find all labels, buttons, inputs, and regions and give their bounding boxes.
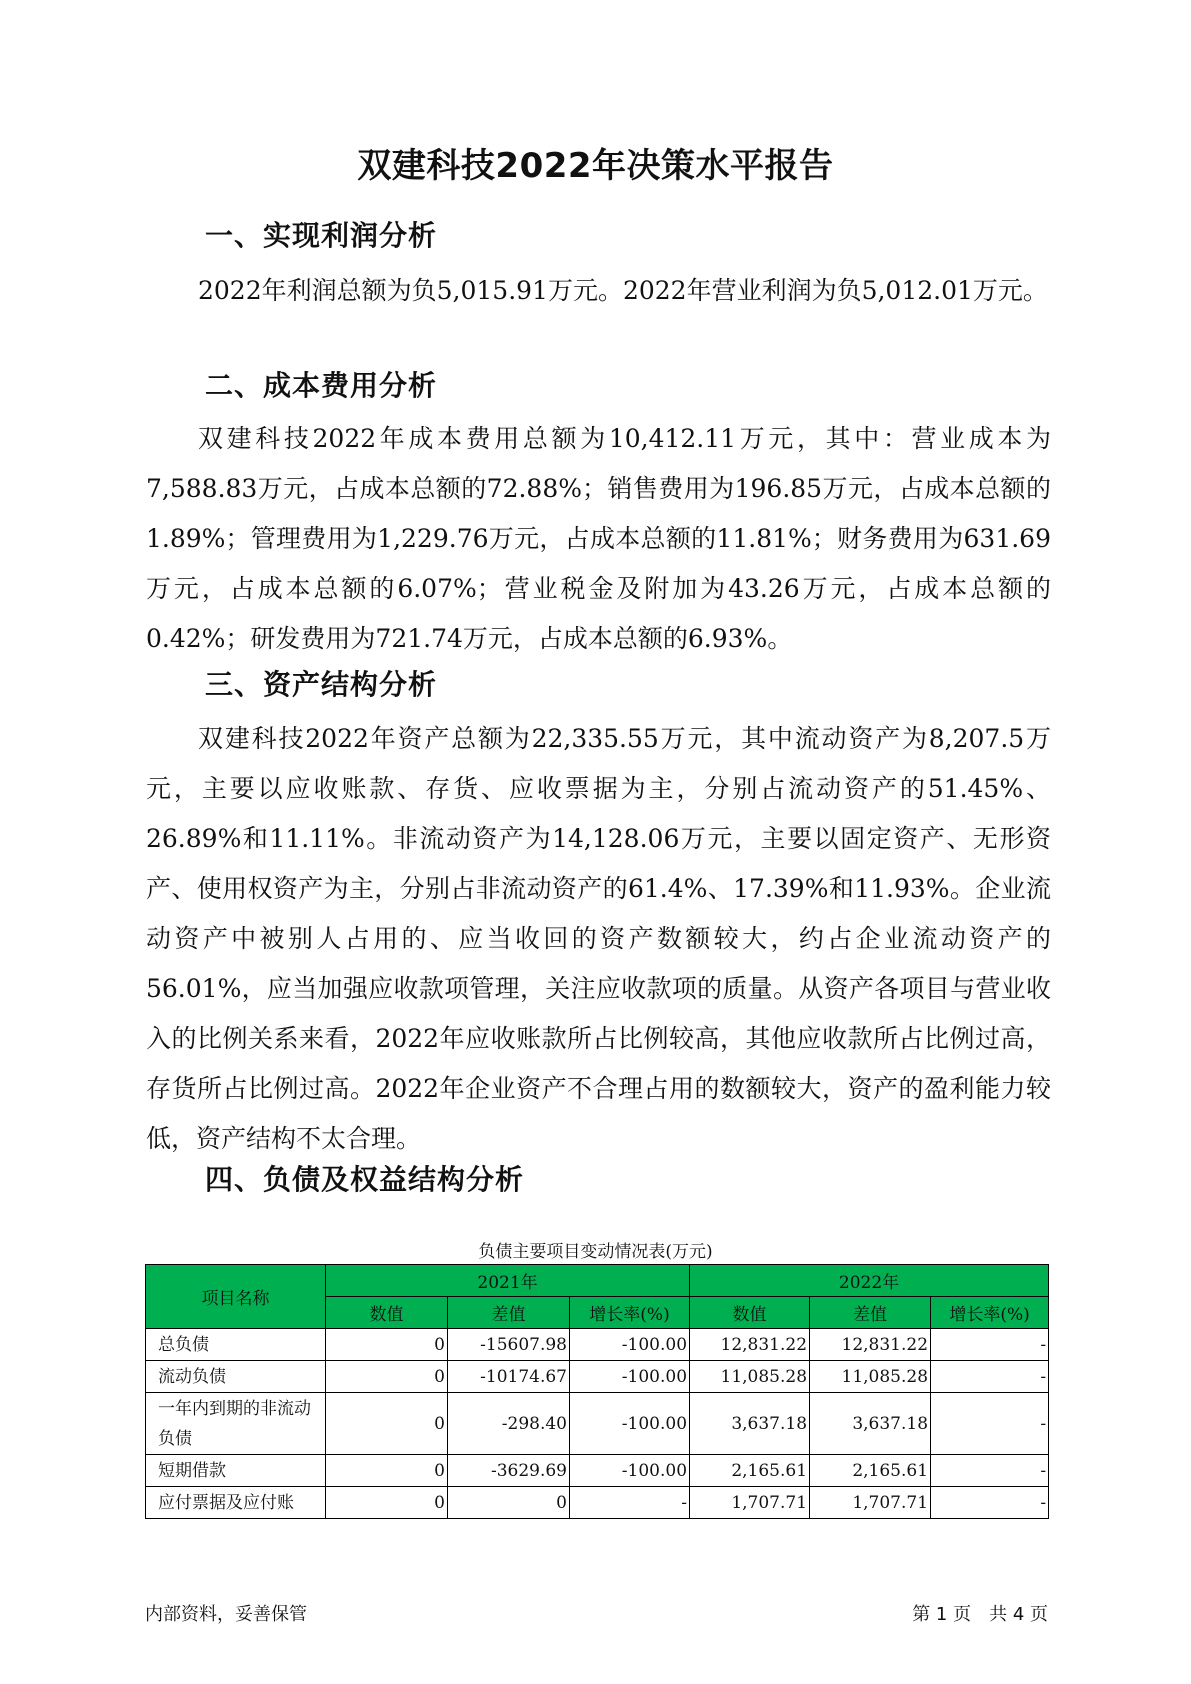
cell-growth-2022: - (931, 1487, 1049, 1519)
cell-diff-2021: -298.40 (448, 1393, 570, 1455)
cell-growth-2022: - (931, 1393, 1049, 1455)
section-paragraph-profit: 2022年利润总额为负5,015.91万元。2022年营业利润为负5,012.01万元。 (198, 276, 1048, 305)
section-heading-assets: 三、资产结构分析 (205, 668, 438, 701)
header-diff-2021: 差值 (448, 1297, 570, 1329)
cell-value-2022: 1,707.71 (690, 1487, 810, 1519)
cell-diff-2021: -3629.69 (448, 1455, 570, 1487)
cell-growth-2021: -100.00 (570, 1361, 690, 1393)
cell-value-2021: 0 (326, 1455, 448, 1487)
table-row (146, 1329, 1049, 1361)
section-paragraph-cost: 双建科技2022年成本费用总额为10,412.11万元，其中：营业成本为7,588.83万元，占成本总额的72.88%；销售费用为196.85万元，占成本总额的1.89%；管理费用为1,229.76万元，占成本总额的11.81%；财务费用为631.69万元，占成本总额的6.07%；营业税金及附加为43.26万元，占成本总额的0.42%；研发费用为721.74万元，占成本总额的6.93%。 (146, 424, 1051, 653)
cell-value-2021: 0 (326, 1329, 448, 1361)
cell-value-2022: 11,085.28 (690, 1361, 810, 1393)
cell-growth-2022: - (931, 1361, 1049, 1393)
cell-value-2021: 0 (326, 1393, 448, 1455)
row-name: 总负债 (146, 1329, 326, 1361)
footer-confidential-note: 内部资料，妥善保管 (145, 1604, 307, 1625)
section-heading-profit: 一、实现利润分析 (205, 219, 438, 252)
header-growth-2022: 增长率(%) (931, 1297, 1049, 1329)
liabilities-table (145, 1264, 1049, 1519)
cell-diff-2022: 3,637.18 (810, 1393, 931, 1455)
header-year-2022: 2022年 (690, 1265, 1049, 1297)
cell-growth-2022: - (931, 1329, 1049, 1361)
header-growth-2021: 增长率(%) (570, 1297, 690, 1329)
table-row (146, 1361, 1049, 1393)
table-caption: 负债主要项目变动情况表(万元) (478, 1242, 713, 1262)
cell-value-2022: 3,637.18 (690, 1393, 810, 1455)
row-name: 应付票据及应付账 (146, 1487, 326, 1519)
cell-diff-2021: -15607.98 (448, 1329, 570, 1361)
row-name: 短期借款 (146, 1455, 326, 1487)
header-value-2022: 数值 (690, 1297, 810, 1329)
cell-value-2021: 0 (326, 1487, 448, 1519)
cell-diff-2021: 0 (448, 1487, 570, 1519)
table-header-row-1 (146, 1265, 1049, 1297)
cell-growth-2021: - (570, 1487, 690, 1519)
cell-diff-2022: 12,831.22 (810, 1329, 931, 1361)
cell-growth-2021: -100.00 (570, 1393, 690, 1455)
cell-value-2022: 2,165.61 (690, 1455, 810, 1487)
header-item-name: 项目名称 (146, 1265, 326, 1329)
cell-value-2021: 0 (326, 1361, 448, 1393)
cell-diff-2022: 1,707.71 (810, 1487, 931, 1519)
cell-value-2022: 12,831.22 (690, 1329, 810, 1361)
cell-growth-2021: -100.00 (570, 1329, 690, 1361)
table-row (146, 1393, 1049, 1455)
row-name: 一年内到期的非流动负债 (146, 1393, 326, 1455)
footer-page-number: 第 1 页 共 4 页 (912, 1604, 1048, 1625)
document-title: 双建科技2022年决策水平报告 (357, 146, 834, 186)
table-row (146, 1487, 1049, 1519)
section-paragraph-assets: 双建科技2022年资产总额为22,335.55万元，其中流动资产为8,207.5万元，主要以应收账款、存货、应收票据为主，分别占流动资产的51.45%、26.89%和11.11%。非流动资产为14,128.06万元，主要以固定资产、无形资产、使用权资产为主，分别占非流动资产的61.4%、17.39%和11.93%。企业流动资产中被别人占用的、应当收回的资产数额较大，约占企业流动资产的56.01%，应当加强应收款项管理，关注应收款项的质量。从资产各项目与营业收入的比例关系来看，2022年应收账款所占比例较高，其他应收款所占比例过高，存货所占比例过高。2022年企业资产不合理占用的数额较大，资产的盈利能力较低，资产结构不太合理。 (146, 724, 1051, 1153)
header-value-2021: 数值 (326, 1297, 448, 1329)
section-heading-cost: 二、成本费用分析 (205, 369, 438, 402)
header-year-2021: 2021年 (326, 1265, 690, 1297)
header-diff-2022: 差值 (810, 1297, 931, 1329)
cell-diff-2022: 11,085.28 (810, 1361, 931, 1393)
cell-diff-2022: 2,165.61 (810, 1455, 931, 1487)
row-name: 流动负债 (146, 1361, 326, 1393)
section-heading-liabilities: 四、负债及权益结构分析 (205, 1163, 525, 1196)
table-row (146, 1455, 1049, 1487)
cell-growth-2022: - (931, 1455, 1049, 1487)
cell-growth-2021: -100.00 (570, 1455, 690, 1487)
cell-diff-2021: -10174.67 (448, 1361, 570, 1393)
